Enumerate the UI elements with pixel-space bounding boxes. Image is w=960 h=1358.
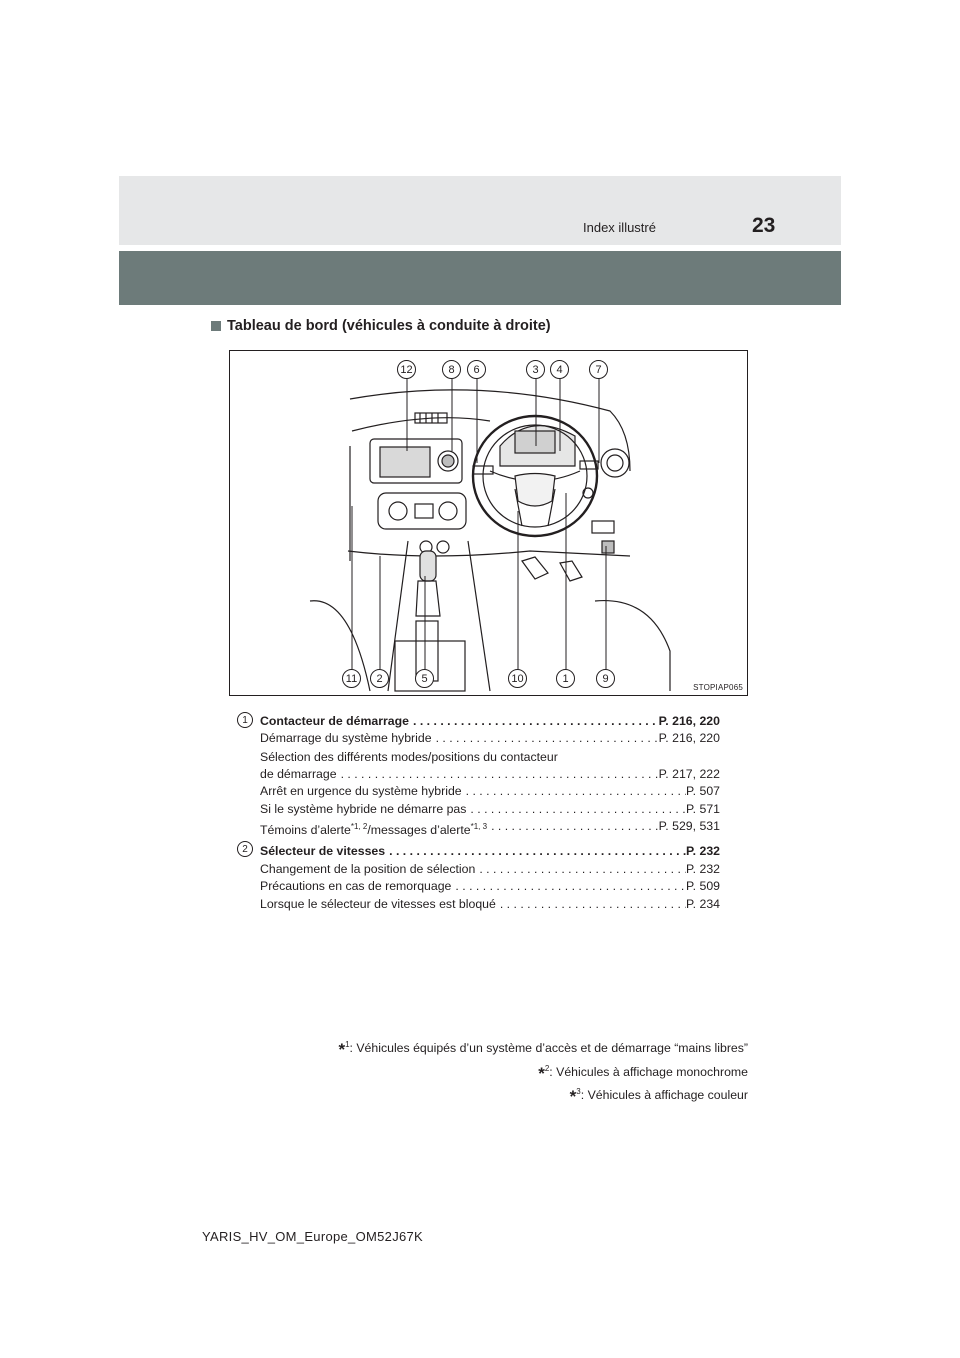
callout-7: 7 xyxy=(589,360,608,379)
subsection-heading-text: Tableau de bord (véhicules à conduite à droite) xyxy=(227,318,551,334)
entry-title-row xyxy=(260,843,720,860)
callout-8: 8 xyxy=(442,360,461,379)
entry-item-text: Arrêt en urgence du système hybride xyxy=(260,784,462,798)
entry-item-pages: P. 232 xyxy=(686,862,720,876)
entry-item-row xyxy=(260,730,720,747)
entry-item-text: Changement de la position de sélection xyxy=(260,862,476,876)
dashboard-illustration xyxy=(229,350,748,696)
page-number: 23 xyxy=(752,214,776,237)
entry-pages: P. 216, 220 xyxy=(658,714,720,728)
callout-6: 6 xyxy=(467,360,486,379)
entry-item-text: Témoins d’alerte$^{*1, 2}$/messages d’alerte$^{*1, 3}$ xyxy=(260,822,488,838)
entry-item-text: Précautions en cas de remorquage xyxy=(260,879,452,893)
entry-item-row xyxy=(260,818,720,839)
callout-11: 11 xyxy=(342,669,361,688)
entry-item-row xyxy=(260,896,720,913)
entry-item-pages: P. 234 xyxy=(686,897,720,911)
entry-item-pages: P. 571 xyxy=(686,802,720,816)
callout-10: 10 xyxy=(508,669,527,688)
entry-item-text: Lorsque le sélecteur de vitesses est bloqué xyxy=(260,897,496,911)
entry-item-pages: P. 529, 531 xyxy=(658,819,720,833)
entry-number-2: 2 xyxy=(237,841,253,857)
footnote-3: *$^3$: Véhicules à affichage couleur xyxy=(569,1087,748,1107)
entry-title: Sélecteur de vitesses xyxy=(260,844,386,858)
entry-item-text: Démarrage du système hybride xyxy=(260,731,432,745)
heading-square-icon xyxy=(211,321,221,331)
callout-2: 2 xyxy=(370,669,389,688)
entry-item-pages: P. 216, 220 xyxy=(658,731,720,745)
entry-item-row xyxy=(260,783,720,800)
entry-title-row xyxy=(260,713,720,730)
callout-3: 3 xyxy=(526,360,545,379)
entry-item-row xyxy=(260,878,720,895)
dashboard-drawing xyxy=(230,351,749,697)
footnote-1: *$^1$: Véhicules équipés d’un système d’accès et de démarrage “mains libres” xyxy=(338,1040,748,1060)
header-band-light xyxy=(119,176,841,245)
entry-item-pages: P. 217, 222 xyxy=(658,767,720,781)
header-band-dark xyxy=(119,251,841,305)
callout-12: 12 xyxy=(397,360,416,379)
callout-4: 4 xyxy=(550,360,569,379)
entry-item-pages: P. 509 xyxy=(686,879,720,893)
entry-pages: P. 232 xyxy=(686,844,720,858)
entry-item-text: Sélection des différents modes/positions du contacteur xyxy=(260,750,558,764)
subsection-heading xyxy=(211,318,551,334)
callout-1: 1 xyxy=(556,669,575,688)
footnote-2: *$^2$: Véhicules à affichage monochrome xyxy=(538,1064,748,1084)
figure-code: STOPIAP065 xyxy=(693,683,743,692)
document-id: YARIS_HV_OM_Europe_OM52J67K xyxy=(202,1229,424,1244)
entry-item-row xyxy=(260,801,720,818)
entry-item-text: de démarrage xyxy=(260,767,337,781)
section-title: Index illustré xyxy=(583,220,656,235)
entry-item-row xyxy=(260,766,720,783)
callout-5: 5 xyxy=(415,669,434,688)
entry-number-1: 1 xyxy=(237,712,253,728)
entry-title: Contacteur de démarrage xyxy=(260,714,409,728)
entry-item-row xyxy=(260,861,720,878)
entry-item-text: Si le système hybride ne démarre pas xyxy=(260,802,467,816)
entry-item-pages: P. 507 xyxy=(686,784,720,798)
callout-9: 9 xyxy=(596,669,615,688)
